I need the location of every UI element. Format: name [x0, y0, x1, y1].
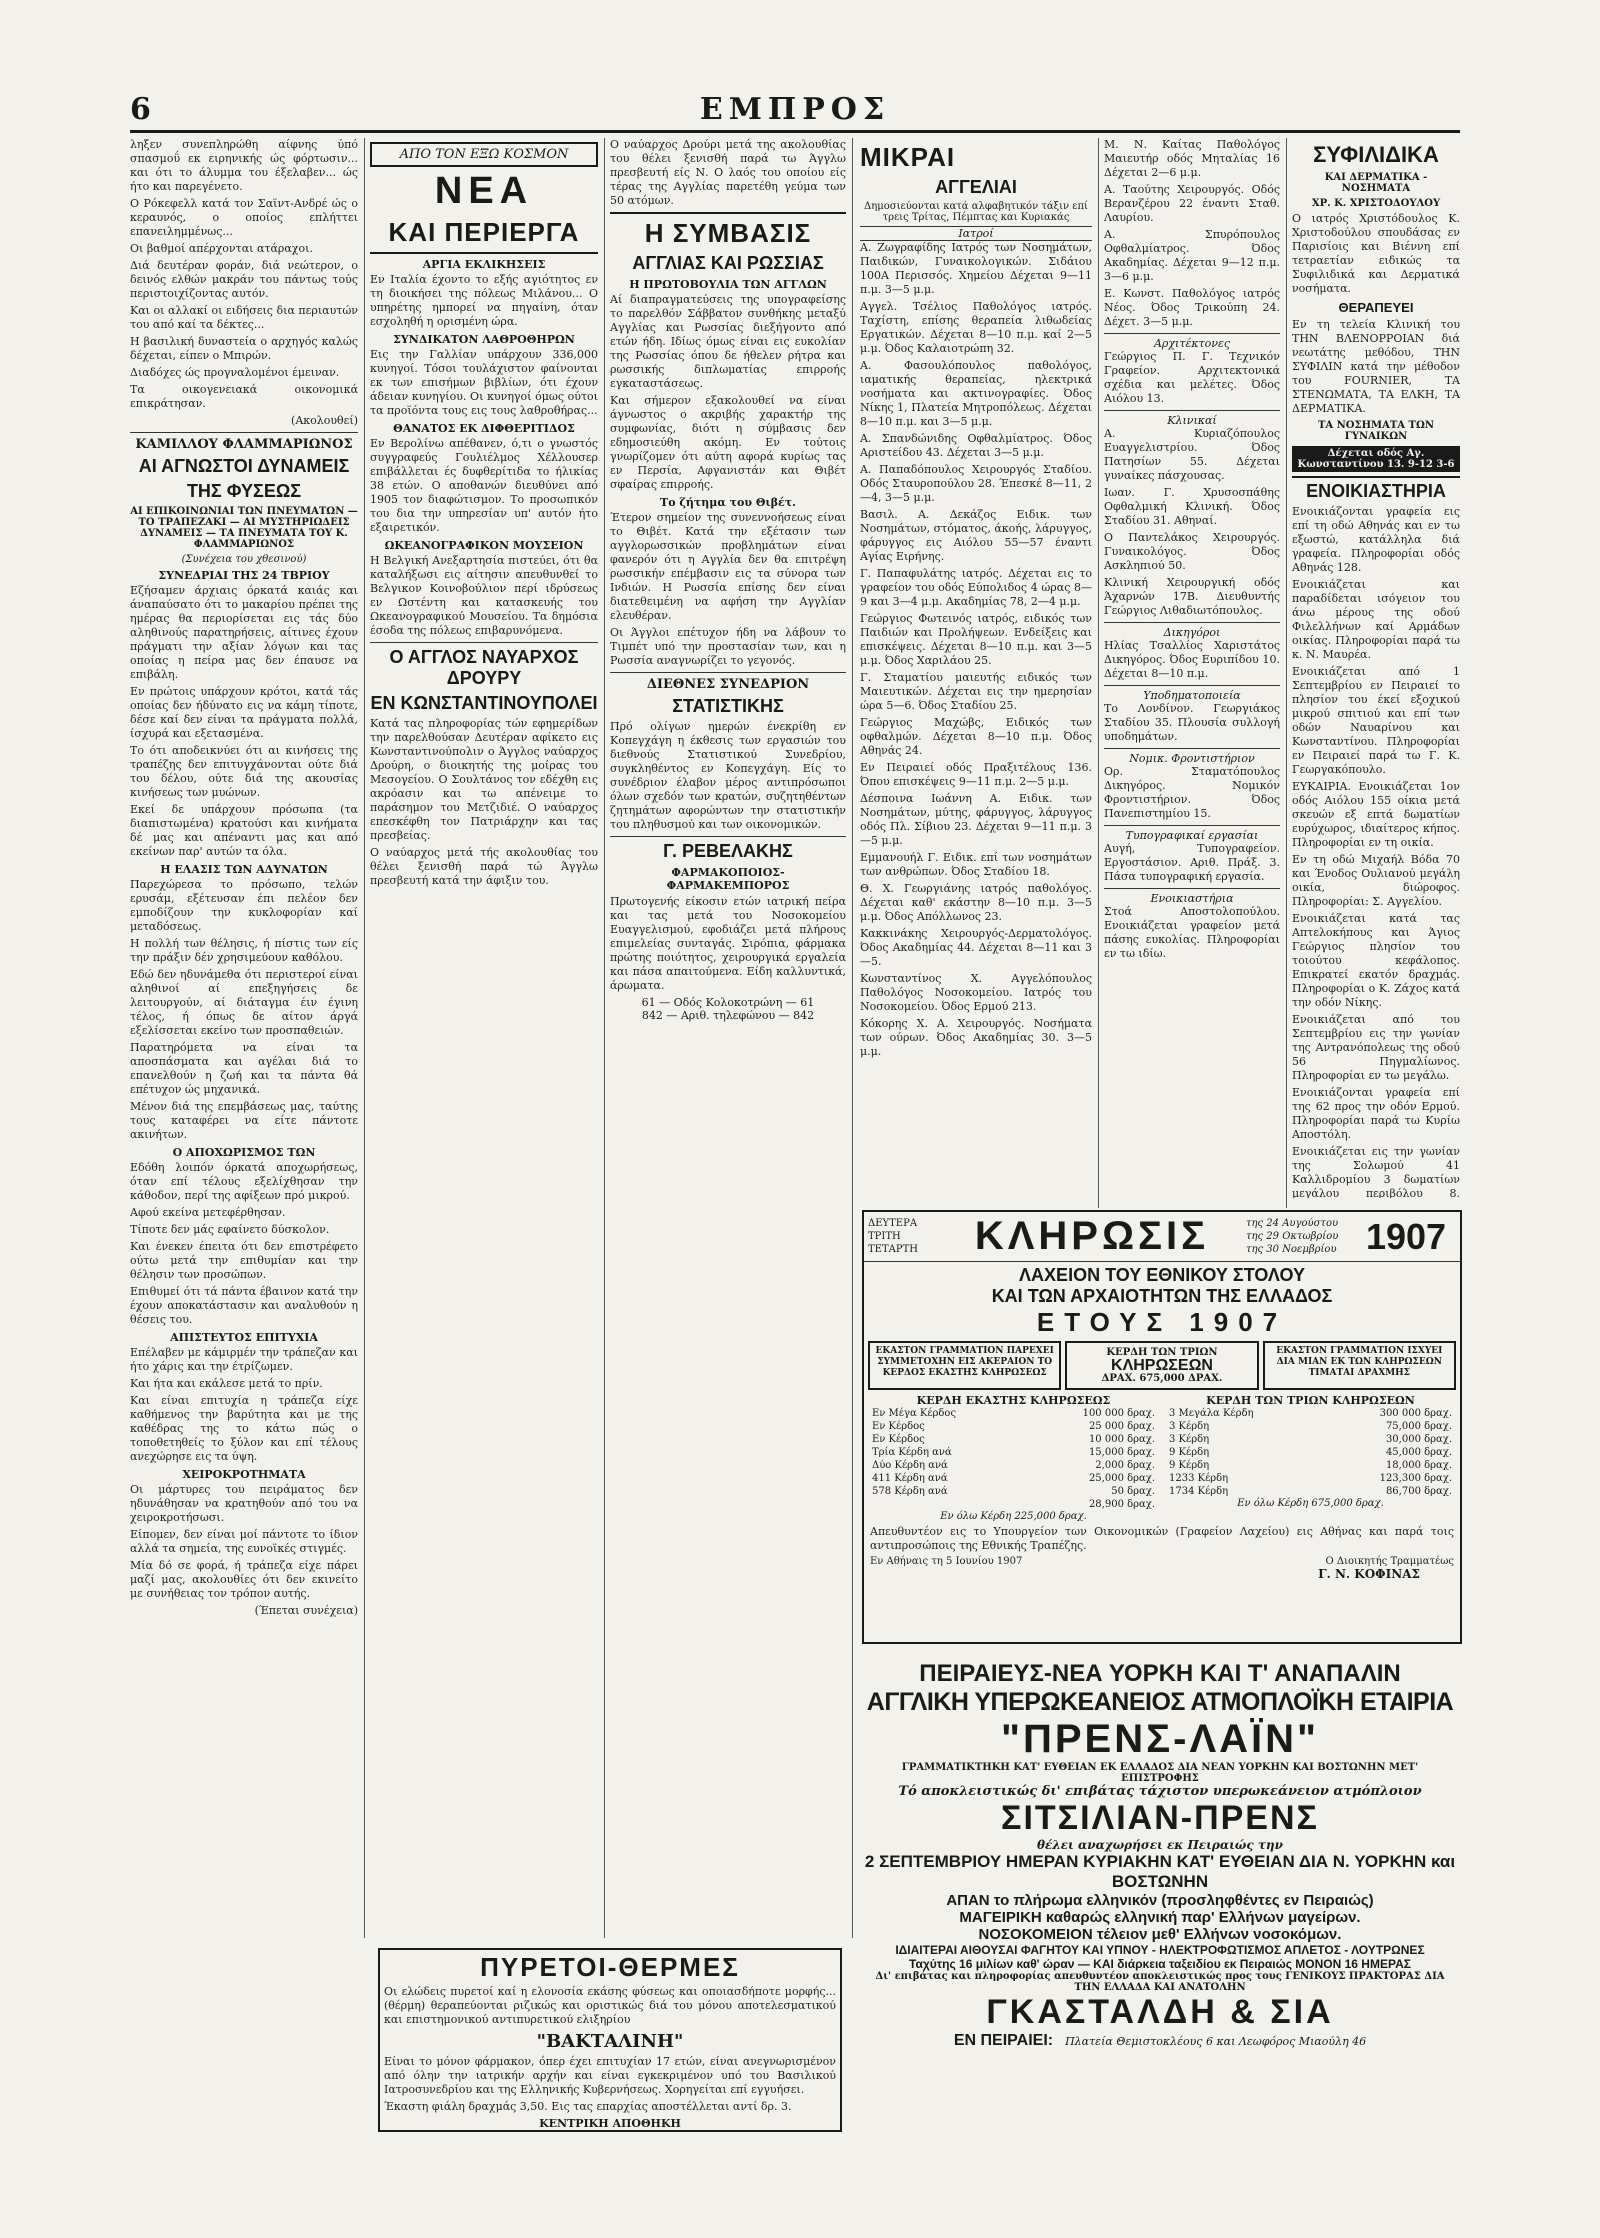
- table-row: [870, 1485, 1157, 1498]
- lottery-table-head: ΚΕΡΔΗ ΕΚΑΣΤΗΣ ΚΛΗΡΩΣΕΩΣ: [916, 1394, 1111, 1407]
- rentals-title: ΕΝΟΙΚΙΑΣΤΗΡΙΑ: [1292, 476, 1460, 502]
- shipping-rooms: ΙΔΙΑΙΤΕΡΑΙ ΑΙΘΟΥΣΑΙ ΦΑΓΗΤΟΥ ΚΑΙ ΥΠΝΟΥ - ΗΛΕΚΤΡΟΦΩΤΙΣΜΟΣ ΑΠΛΕΤΟΣ - ΛΟΥΤΡΩΝΕΣ: [895, 1943, 1425, 1957]
- lottery-box: ΕΚΑΣΤΟΝ ΓΡΑΜΜΑΤΙΟΝ ΙΣΧΥΕΙ ΔΙΑ ΜΙΑΝ ΕΚ ΤΩΝ ΚΛΗΡΩΣΕΩΝ ΤΙΜΑΤΑΙ ΔΡΑΧΜΗΣ: [1263, 1341, 1456, 1390]
- table-row: [1167, 1459, 1454, 1472]
- rental-ad: Ενοικιάζεται εις την γωνίαν της Σολωμού 41 Καλλιδρομίου 3 δωματίων μεγάλου περιβόλου 8.: [1292, 1145, 1460, 1198]
- section-heading: Η ΕΛΑΣΙΣ ΤΩΝ ΑΔΥΝΑΤΩΝ: [160, 863, 328, 876]
- article-paragraph: Και είναι επιτυχία η τράπεζα είχε καθήμενος την βαρύτητα και με της καθέδρας της το κάτω πώς ο τοποθετηθείς το ξύλον και επί τέλους ανεχώρησε εις τα ύψη.: [130, 1394, 358, 1463]
- ad-title: ΠΥΡΕΤΟΙ-ΘΕΡΜΕΣ: [480, 1952, 740, 1982]
- article-paragraph: Αί διαπραγματεύσεις της υπογραφείσης το παρελθόν Σάββατον συνθήκης μεταξύ Αγγλίας και Ρωσσίας διεξήγοντο από ετών ήδη. Ιδίως όμως είναι εις ευκολίαν της Ρωσσίας όπου δε ήθελεν ρήτρα και ρωσσικής διπλωματίας επιρροής εγκαταστάσεως.: [610, 293, 846, 390]
- table-cell: 15,000 δραχ.: [1088, 1447, 1155, 1458]
- ad-price: Έκαστη φιάλη δραχμάς 3,50. Εις τας επαρχίας αποστέλλεται αντί δρ. 3.: [384, 2100, 792, 2113]
- table-cell: 2,000 δραχ.: [1095, 1460, 1155, 1471]
- column-rule: [1286, 138, 1287, 1208]
- classified-ad: Α. Ταούτης Χειρουργός. Οδός Βερανζέρου 22 έναντι Σταθ. Λαυρίου.: [1104, 183, 1280, 224]
- news-paragraph: Η Βελγική Ανεξαρτησία πιστεύει, ότι θα καταλήξωσι εις αίτησιν απευθυνθεί το Βελγικον Κοινοβούλιον περί ιδρύσεως εν Ωστέντη και κατασκευής του Ωκεανογραφικού Μουσείου. Τα δημόσια έσοδα της πόλεως επιβαρυνόμενα.: [370, 554, 598, 637]
- table-cell: 300 000 δραχ.: [1379, 1408, 1452, 1419]
- table-cell: 25 000 δραχ.: [1088, 1421, 1155, 1432]
- table-cell: 100 000 δραχ.: [1082, 1408, 1155, 1419]
- serial-continued: (Συνέχεια του χθεσινού): [181, 554, 307, 565]
- article-paragraph: Τα οικογενειακά οικονομικά επικράτησαν.: [130, 383, 358, 410]
- article-paragraph: Εν πρώτοις υπάρχουν κρότοι, κατά τάς οποίας δεν ήδύνατο εις να κάμη τίποτε, δέσε καί δεν είναι τα πράγματα πολλά, ίσχυρά και εξετασμένα.: [130, 685, 358, 740]
- clinic-ad-text: Εν τη τελεία Κλινική του ΤΗΝ ΒΛΕΝΟΡΡΟΙΑΝ διά νεωτάτης μεθόδου, ΤΗΝ ΣΥΦΙΛΙΝ κατά την μέθοδον του FOURNIER, ΤΑ ΣΤΕΝΩΜΑΤΑ, ΤΑ ΕΛΚΗ, ΤΑ ΔΕΡΜΑΤΙΚΑ.: [1292, 318, 1460, 415]
- shipping-desc: ΓΡΑΜΜΑΤΙΚΤΗΚΗ ΚΑΤ' ΕΥΘΕΙΑΝ ΕΚ ΕΛΛΑΔΟΣ ΔΙΑ ΝΕΑΝ ΥΟΡΚΗΝ ΚΑΙ ΒΟΣΤΩΝΗΝ ΜΕΤ' ΕΠΙΣΤΡΟΦΗΣ: [901, 1762, 1419, 1784]
- serial-subtitle: ΑΙ ΕΠΙΚΟΙΝΩΝΙΑΙ ΤΩΝ ΠΝΕΥΜΑΤΩΝ — ΤΟ ΤΡΑΠΕΖΑΚΙ — ΑΙ ΜΥΣΤΗΡΙΩΔΕΙΣ ΔΥΝΑΜΕΙΣ — ΤΑ ΠΝΕΥΜΑΤΑ ΤΟΥ Κ. ΦΛΑΜΜΑΡΙΩΝΟΣ: [130, 506, 358, 550]
- table-cell: Εν Μέγα Κέρδος: [872, 1408, 957, 1419]
- classified-ad: Κόκορης Χ. Α. Χειρουργός. Νοσήματα των ούρων. Όδος Ακαδημίας 30. 3—5 μ.μ.: [860, 1017, 1092, 1058]
- article-paragraph: Και οι αλλακί οι ειδήσεις δια περιαυτών του από καί τα δέκτες...: [130, 304, 358, 331]
- congress-heading: ΔΙΕΘΝΕΣ ΣΥΝΕΔΡΙΟΝ: [610, 672, 846, 692]
- classified-ad: Κλινική Χειρουργική οδός Άχαρνών 17Β. Διευθυντής Γεώργιος Λιθαδιωτόπουλος.: [1104, 576, 1280, 617]
- shipping-info: Δι' επιβάτας και πληροφορίας απευθυντέον αποκλειστικώς προς τους ΓΕΝΙΚΟΥΣ ΠΡΑΚΤΟΡΑΣ ΔΙΑ ΤΗΝ ΕΛΛΑΔΑ ΚΑΙ ΑΝΑΤΟΛΗΝ: [875, 1971, 1445, 1993]
- classified-ad: Ιωαν. Γ. Χρυσοσπάθης Οφθαλμική Κλινική. Όδος Σταδίου 31. Αθηναί.: [1104, 486, 1280, 527]
- table-row: [1167, 1420, 1454, 1433]
- shipping-hospital: ΝΟΣΟΚΟΜΕΙΟΝ τέλειον μεθ' Ελλήνων νοσοκόμων.: [978, 1926, 1342, 1943]
- ad-text: Οι ελώδεις πυρετοί καί η ελονοσία εκάσης φύσεως και οποιασδήποτε μορφής... (θέρμη) θεραπεύονται ριζικώς και οριστικώς διά του μόνου αποτελεσματικού και επιστημονικού αντιπυρετικού ελιξηρίου: [384, 1985, 836, 2026]
- table-cell: 75,000 δραχ.: [1385, 1421, 1452, 1432]
- classifieds-section: Νομικ. Φροντιστήριον: [1104, 748, 1280, 765]
- classified-ad: Α. Κυριαζόπουλος Ευαγγελιστρίου. Όδος Πατησίων 55. Δέχεται γυναίκες πάσχουσας.: [1104, 427, 1280, 482]
- article-paragraph: Επιθυμεί ότι τά πάντα έβαινον κατά την έχουν αποκατάστασιν και αναλυθούν η θέσεις του.: [130, 1285, 358, 1326]
- continued-note: (Ακολουθεί): [291, 414, 358, 427]
- news-heading: ΑΡΓΙΑ ΕΚΛΙΚΗΣΕΙΣ: [422, 258, 546, 271]
- pharmacy-title: ΦΑΡΜΑΚΟΠΟΙΟΣ-ΦΑΡΜΑΚΕΜΠΟΡΟΣ: [666, 866, 790, 892]
- shipping-departure: θέλει αναχωρήσει εκ Πειραιώς την: [1037, 1838, 1283, 1852]
- classified-ad: Γεώργιος Φωτεινός ιατρός, ειδικός των Παιδιών και Προλήψεων. Ενδείξεις και επισκέψεις. Δέχεται 8—10 π.μ. και 3—5 μ.μ. Όδος Χαριλάου 25.: [860, 612, 1092, 667]
- table-cell: 28,900 δραχ.: [1088, 1499, 1155, 1510]
- article-paragraph: Μία δό σε φορά, ή τράπεζα είχε πάρει μαζί μας, ακολουθίες ότι δεν εκινείτο με συνήθειας τον τρόπον αυτής.: [130, 1559, 358, 1600]
- table-cell: 45,000 δραχ.: [1385, 1447, 1452, 1458]
- lottery-box-line: ΚΕΡΔΗ ΤΩΝ ΤΡΙΩΝ: [1106, 1347, 1218, 1358]
- table-row: [1167, 1446, 1454, 1459]
- lottery-box-line: ΚΛΗΡΩΣΕΩΝ: [1111, 1357, 1213, 1374]
- lottery-year: 1907: [1365, 1215, 1447, 1257]
- classified-ad: Το Λονδίνον. Γεωργιάκος Σταδίου 35. Πλουσία συλλογή υποδημάτων.: [1104, 702, 1280, 743]
- article-paragraph: Μένον διά της επεμβάσεως μας, ταύτης τους καταφέρει να είτε πάντοτε ακινήτων.: [130, 1100, 358, 1141]
- classified-ad: Α. Σπανδώνιδης Οφθαλμίατρος. Όδος Αριστείδου 43. Δέχεται 3—5 μ.μ.: [860, 432, 1092, 459]
- classified-ad: Ορ. Σταματόπουλος Δικηγόρος. Νομικόν Φροντιστήριον. Όδος Πανεπιστημίου 15.: [1104, 765, 1280, 820]
- ad-depot-name: [380, 2130, 840, 2132]
- classified-ad: Γ. Σταματίου μαιευτής ειδικός των Μαιευτικών. Δέχεται εις την ημερησίαν ώρα 5—6. Όδος Σταδίου 25.: [860, 671, 1092, 712]
- column-classifieds-2: [1104, 138, 1280, 1198]
- column-classifieds: [860, 138, 1092, 1198]
- shipping-office-address: Πλατεία Θεμιστοκλέους 6 και Λεωφόρος Μιαούλη 46: [1065, 2034, 1367, 2048]
- classified-ad: Εμμανουήλ Γ. Ειδικ. επί των νοσημάτων των ανθρώπων. Όδος Σταδίου 18.: [860, 851, 1092, 878]
- classifieds-note: Δημοσιεύονται κατά αλφαβητικόν τάξιν επί τρεις Τρίτας, Πέμπτας και Κυριακάς: [864, 201, 1088, 223]
- classifieds-section: Κλινικαί: [1104, 410, 1280, 427]
- table-row: [870, 1498, 1157, 1511]
- table-cell: 578 Κέρδη ανά: [872, 1486, 948, 1497]
- shipping-date: 2 ΣΕΠΤΕΜΒΡΙΟΥ ΗΜΕΡΑΝ ΚΥΡΙΑΚΗΝ ΚΑΤ' ΕΥΘΕΙΑΝ ΔΙΑ Ν. ΥΟΡΚΗΝ και ΒΟΣΤΩΝΗΝ: [864, 1852, 1456, 1891]
- article-paragraph: Διά δευτέραν φοράν, διά νεώτερον, ο δεινός ελθών μακράν του πάντως τούς περιστοιχίζοντας αυτόν.: [130, 259, 358, 300]
- lottery-line1: ΛΑΧΕΙΟΝ ΤΟΥ ΕΘΝΙΚΟΥ ΣΤΟΛΟΥ: [1019, 1265, 1305, 1285]
- clinic-ad-doctor: ΧΡ. Κ. ΧΡΙΣΤΟΔΟΥΛΟΥ: [1311, 198, 1441, 209]
- ad-product: "ΒΑΚΤΑΛΙΝΗ": [536, 2031, 684, 2052]
- news-paragraph: Κατά τας πληροφορίας τών εφημερίδων την παρελθούσαν Δευτέραν αφίκετο εις Κωνσταντινούπολιν ο Άγγλος ναύαρχος Δρούρη, ο διοικητής της μοίρας του Μεσογείου. Ο Σουλτάνος τον εδέχθη εις ακρόασιν και τω απένειμε το παράσημον του Μετζιδιέ. Ο ναύαρχος επεσκέφθη τον Πατριάρχην και τας πρεσβείας.: [370, 717, 598, 842]
- lottery-word: ΚΛΗΡΩΣΙΣ: [974, 1214, 1210, 1258]
- column-rule: [364, 138, 365, 1938]
- classifieds-section: Δικηγόροι: [1104, 622, 1280, 639]
- lottery-note: Απευθυντέον εις το Υπουργείον των Οικονομικών (Γραφείον Λαχείου) εις Αθήνας και παρά τοις αντιπροσώποις της Εθνικής Τραπέζης.: [870, 1525, 1454, 1552]
- clinic-ad-title: ΣΥΦΙΛΙΔΙΚΑ: [1313, 142, 1439, 167]
- table-cell: 3 Κέρδη: [1169, 1434, 1210, 1445]
- lottery-total: Εν όλω Κέρδη 675,000 δραχ.: [1237, 1498, 1384, 1509]
- lottery-ad: [862, 1210, 1462, 1644]
- lottery-table: [870, 1407, 1157, 1511]
- article-paragraph: Και ήτα και εκάλεσε μετά το πρίν.: [130, 1377, 323, 1390]
- column-rule: [852, 138, 853, 1938]
- shipping-speed: Ταχύτης 16 μιλίων καθ' ώραν — ΚΑΙ διάρκεια ταξειδίου εκ Πειραιώς ΜΟΝΟΝ 16 ΗΜΕΡΑΣ: [909, 1957, 1411, 1971]
- article-paragraph: Παρατηρόμετα να είναι τα αποσπάσματα και αγέλαι διά το επανελθούν η ζωή και τα πάντα θά επέτυχον ώς μηχανικά.: [130, 1041, 358, 1096]
- rental-ad: ΕΥΚΑΙΡΙΑ. Ενοικιάζεται 1ον οδός Αιόλου 155 οίκια μετά σκευών εξ επτά δωματίων ευρύχωρος, ιδιαίτερος κήπος. Πληροφορίαι εν τη οικία.: [1292, 780, 1460, 849]
- column-news: [370, 138, 598, 1938]
- rental-ad: Ενοικιάζεται κατά τας Απτελοκήπους και Άγιος Γεώργιος πλησίον του τοιούτου κεφάλοπος. Επικρατεί εκατόν δραχμάς. Πληροφορίαι ο Κ. Ζάχος κατά την οδόν Νίκης.: [1292, 912, 1460, 1009]
- table-cell: 30,000 δραχ.: [1385, 1434, 1452, 1445]
- news-heading: ΩΚΕΑΝΟΓΡΑΦΙΚΟΝ ΜΟΥΣΕΙΟΝ: [384, 539, 584, 552]
- pharmacy-address: 61 — Οδός Κολοκοτρώνη — 61: [641, 996, 815, 1009]
- article-paragraph: Και σήμερον εξακολουθεί να είναι άγνωστος ο ακριβής χαρακτήρ της συμφωνίας, διότι η σύμβασις δεν εδημοσιεύθη ακόμη. Εν τούτοις γνωρίζομεν ότι αύτη αφορά κυρίως τας εν Περσία, Αφγανιστάν και Θιβέτ σφαίρας επιρροής.: [610, 394, 846, 491]
- column-rule: [604, 138, 605, 1938]
- section-kicker: ΑΠΟ ΤΟΝ ΕΞΩ ΚΟΣΜΟΝ: [370, 142, 598, 167]
- lottery-box-total: [1065, 1341, 1258, 1390]
- article-paragraph: Οι Άγγλοι επέτυχον ήδη να λάβουν το Τιμπέτ υπό την προστασίαν των, και η Ρωσσία αναγνωρίζει το γεγονός.: [610, 626, 846, 667]
- lottery-total: Εν όλω Κέρδη 225,000 δραχ.: [940, 1511, 1087, 1522]
- classified-ad: Α. Σπυρόπουλος Οφθαλμίατρος. Όδος Ακαδημίας. Δέχεται 9—12 π.μ. 3—6 μ.μ.: [1104, 228, 1280, 283]
- table-row: [1167, 1472, 1454, 1485]
- masthead: [130, 92, 1460, 126]
- pharmacy-name: Γ. ΡΕΒΕΛΑΚΗΣ: [610, 836, 846, 862]
- shipping-ship-name: ΣΙΤΣΙΛΙΑΝ-ΠΡΕΝΣ: [1001, 1799, 1319, 1837]
- table-row: [870, 1472, 1157, 1485]
- article-paragraph: Ο Ρόκεφελλ κατά τον Σαϊντ-Ανδρέ ώς ο κεραυνός, ο οποίος επλήττει επανειλημμένως...: [130, 197, 358, 238]
- clinic-ad-women: ΤΑ ΝΟΣΗΜΑΤΑ ΤΩΝ ΓΥΝΑΙΚΩΝ: [1317, 420, 1435, 442]
- masthead-rule: [130, 130, 1460, 133]
- lottery-day: ΤΡΙΤΗ: [868, 1231, 901, 1242]
- shipping-line-name: "ΠΡΕΝΣ-ΛΑΪΝ": [1001, 1717, 1319, 1761]
- pharmacy-text: Πρωτογενής είκοσιν ετών ιατρική πείρα και τας μετά του Νοσοκομείου Ευαγγελισμού, εφοδιάζει μετά πλήρους επιμελείας συνταγάς. Σιρόπια, φάρμακα πρώτης ποιότητος, χειρουργικά εργαλεία και πάσα απαιτούμενα. Είδη καλλυντικά, άρωματα.: [610, 895, 846, 992]
- lottery-table: [1167, 1407, 1454, 1498]
- classified-ad: Εν Πειραιεί οδός Πραξιτέλους 136. Όπου επισκέψεις 9—11 π.μ. 2—5 μ.μ.: [860, 761, 1092, 788]
- classifieds-title-2: ΑΓΓΕΛΙΑΙ: [935, 177, 1017, 197]
- table-row: [1167, 1485, 1454, 1498]
- news-heading: ΘΑΝΑΤΟΣ ΕΚ ΔΙΦΘΕΡΙΤΙΔΟΣ: [393, 422, 575, 435]
- table-cell: 86,700 δραχ.: [1385, 1486, 1452, 1497]
- article-paragraph: Τίποτε δεν μάς εφαίνετο δύσκολον.: [130, 1223, 330, 1236]
- serial-title: ΑΙ ΑΓΝΩΣΤΟΙ ΔΥΝΑΜΕΙΣ: [138, 456, 350, 476]
- lottery-date: της 30 Νοεμβρίου: [1246, 1244, 1337, 1255]
- section-heading: Ο ΑΠΟΧΩΡΙΣΜΟΣ ΤΩΝ: [172, 1146, 316, 1159]
- lottery-dates: [1246, 1217, 1356, 1256]
- lottery-box-line: ΔΡΑΧ. 675,000 ΔΡΑΧ.: [1101, 1373, 1223, 1384]
- table-row: [870, 1433, 1157, 1446]
- table-row: [870, 1420, 1157, 1433]
- article-paragraph: Αφού εκείνα μετεφέρθησαν.: [130, 1206, 286, 1219]
- classifieds-section: Τυπογραφικαί εργασίαι: [1104, 825, 1280, 842]
- classified-ad: Γεώργιος Μαχώβς, Ειδικός των οφθαλμών. Δέχεται 8—10 π.μ. Όδος Αθηνάς 24.: [860, 716, 1092, 757]
- rental-ad: Ενοικιάζονται γραφεία εις επί τη οδώ Αθηνάς και εν τω εξωστώ, κατάλληλα διά γραφεία. Πληροφορίαι οδός Αθηνάς 128.: [1292, 505, 1460, 574]
- section-heading: ΧΕΙΡΟΚΡΟΤΗΜΑΤΑ: [182, 1468, 306, 1481]
- lottery-table-head: ΚΕΡΔΗ ΤΩΝ ΤΡΙΩΝ ΚΛΗΡΩΣΕΩΝ: [1206, 1394, 1415, 1407]
- rental-ad: Ενοικιάζεται από 1 Σεπτεμβρίου εν Πειραιεί το πλησίον του έκεί εξοχικού μικρού σπιτιού και επί των οδών Ναυαρίνου και Κωνσταντίνου. Πληροφορίαι εν Πειραιεί παρά τω Γ. Κ. Γεωργακόπουλο.: [1292, 665, 1460, 776]
- lottery-line2: ΚΑΙ ΤΩΝ ΑΡΧΑΙΟΤΗΤΩΝ ΤΗΣ ΕΛΛΑΔΟΣ: [991, 1286, 1333, 1306]
- shipping-ad: [862, 1660, 1458, 2080]
- article-paragraph: Επέλαβεν με κάμιρμέν την τράπεζαν και ήτο χάρις και την έτρίζωμεν.: [130, 1346, 358, 1373]
- article-paragraph: Είπομεν, δεν είναι μοί πάντοτε το ίδιον αλλά τα σημεία, της ευνοϊκές στιγμές.: [130, 1528, 358, 1555]
- table-cell: 10 000 δραχ.: [1088, 1434, 1155, 1445]
- rental-ad: Εν τη οδώ Μιχαήλ Βόδα 70 και Ένοδος Ουλιανού μεγάλη οικία, διώροφος. Πληροφορίαι: Σ. Αγγελίου.: [1292, 853, 1460, 908]
- classified-ad: Α. Ζωγραφίδης Ιατρός των Νοσημάτων, Παιδικών, Γυναικολογικών. Σιδάιου 100Α Περισσός. Χημείου Δέχεται 9—11 π.μ. 3—5 μ.μ.: [860, 241, 1092, 296]
- classifieds-section: Αρχιτέκτονες: [1104, 333, 1280, 350]
- table-cell: 123,300 δραχ.: [1379, 1473, 1452, 1484]
- article-paragraph: Ο ναύαρχος Δρούρι μετά της ακολουθίας του θέλει ξενισθή παρά τω Άγγλω πρεσβευτή είς Ν. Ο λαός του οποίου είς τέρας της Αγγλίας παρετέθη γεύμα των 50 ατόμων.: [610, 138, 846, 207]
- news-heading-large-2: ΕΝ ΚΩΝΣΤΑΝΤΙΝΟΥΠΟΛΕΙ: [370, 693, 598, 713]
- article-paragraph: Η βασιλική δυναστεία ο αρχηγός καλώς δέχεται, είπεν ο Μπιρών.: [130, 335, 358, 362]
- news-paragraph: Εις την Γαλλίαν υπάρχουν 336,000 κυνηγοί. Τόσοι τουλάχιστον φαίνονται εκ των επισήμων βιβλίων, ότι έχουν άδειαν κυνηγίου. Οι κυνηγοί όμως ούτοι τα προϊόντα τους εις τους λαθροθήρας...: [370, 348, 598, 417]
- continued-note: (Έπεται συνέχεια): [254, 1604, 358, 1617]
- column-convention: [610, 138, 846, 1938]
- article-paragraph: Διαδόχες ώς προγναλομένοι έμειναν.: [130, 366, 340, 379]
- rental-ad: Ενοικιάζεται από του Σεπτεμβρίου εις την γωνίαν της Αντρανόπολεως της οδού 56 Πηγμαλίωνος. Πληροφορίαι εν τω μεγάλω.: [1292, 1013, 1460, 1082]
- rental-ad: Ενοικιάζεται και παραδίδεται ισόγειον του άνω μέρους της οδού Φιλελλήνων καί Αρμάδων οικίας. Πληροφορίαι παρά τω κ. Ν. Μαυρέα.: [1292, 578, 1460, 661]
- rental-ad: Ενοικιάζονται γραφεία επί της 62 προς την οδόν Ερμού. Πληροφορίαι παρά τω Κυρίω Αποστόλη.: [1292, 1086, 1460, 1141]
- article-subtitle: Η ΠΡΩΤΟΒΟΥΛΙΑ ΤΩΝ ΑΓΓΛΩΝ: [629, 278, 827, 291]
- news-paragraph: Ο ναύαρχος μετά τής ακολουθίας του θέλει ξενισθή παρά τώ Άγγλω πρεσβευτή κατά την άφιξιν του.: [370, 846, 598, 887]
- lottery-footer: [864, 1556, 1460, 1567]
- column-rule: [1098, 138, 1099, 1208]
- lottery-date: της 29 Οκτωβρίου: [1246, 1231, 1339, 1242]
- lottery-days: [868, 1217, 938, 1256]
- lottery-date-line: Εν Αθήναις τη 5 Ιουνίου 1907: [870, 1556, 1023, 1567]
- classifieds-title: ΜΙΚΡΑΙ: [860, 142, 956, 172]
- ad-text: Είναι το μόνον φάρμακον, όπερ έχει επιτυχίαν 17 ετών, είναι ανεγνωρισμένον από όλην την ιατρικήν αρχήν και είναι εγκεκριμένον υπό του Βασιλικού Ιατροσυνεδρίου και της Ελληνικής Κυβερνήσεως. Χορηγείται επί εγγυήσει.: [384, 2055, 836, 2096]
- article-paragraph: ληξεν συνεπληρώθη αίφνης ύπό σπασμοΰ εκ ειρηνικής ώς φόρτωσιν... και ότι το άλυμμα του έξελαβεν... ώς ήτο και παρεγένετο.: [130, 138, 358, 193]
- article-paragraph: Και ένεκεν έπειτα ότι δεν επιστρέφετο ούτω μετά την επιθυμίαν και την θέλησιν των προσώπων.: [130, 1240, 358, 1281]
- classified-ad: Δέσποινα Ιωάννη Α. Ειδικ. των Νοσημάτων, μύτης, φάρυγγος, λάρυγγος οδός Πλ. Σίβιου 23. Δέχεται 9—11 π.μ. 3—5 μ.μ.: [860, 792, 1092, 847]
- lottery-table-left: [870, 1394, 1157, 1522]
- table-cell: Εν Κέρδος: [872, 1434, 925, 1445]
- article-title: Η ΣΥΜΒΑΣΙΣ: [610, 212, 846, 249]
- clinic-ad-text: Ο ιατρός Χριστόδουλος Κ. Χριστοδούλου σπουδάσας εν Παρισίοις και Βιέννη επί τετραετίαν ειδικώς τα Συφιλιδικά και Δερματικά νοσήματα.: [1292, 212, 1460, 295]
- article-paragraph: Η πολλή των θέλησις, ή πίστις των είς την πράξιν δέν χρησιμεύουν καθόλου.: [130, 937, 358, 964]
- article-paragraph: Οι βαθμοί απέρχονται ατάραχοι.: [130, 242, 313, 255]
- article-paragraph: Πρό ολίγων ημερών ένεκρίθη εν Κοπεγχάγη η έκθεσις των εργασιών του διεθνούς Στατιστικού Συνεδρίου, συγκληθέντος εν Κοπεγχάγη. Είς το συνέδριον έλαβον μέρος αντιπρόσωποι όλων σχεδόν των κρατών, συζητηθέντων ζητημάτων αφορώντων την στατιστικήν του πληθυσμού και των οικονομικών.: [610, 720, 846, 831]
- section-heading: ΑΠΙΣΤΕΥΤΟΣ ΕΠΙΤΥΧΙΑ: [170, 1331, 318, 1344]
- section-title: ΝΕΑ: [434, 170, 534, 212]
- shipping-office-label: ΕΝ ΠΕΙΡΑΙΕΙ:: [953, 2032, 1054, 2049]
- pharmacy-phone: 842 — Αριθ. τηλεφώνου — 842: [641, 1009, 815, 1022]
- classified-ad: Κωνσταντίνος Χ. Αγγελόπουλος Παθολόγος Νοσοκομείου. Ιατρός του Νοσοκομείου. Όδος Ερμού 213.: [860, 972, 1092, 1013]
- classified-ad: Α. Παπαδόπουλος Χειρουργός Σταδίου. Οδός Σταυροπούλου 28. Έπεσκέ 8—11, 2—4, 3—5 μ.μ.: [860, 463, 1092, 504]
- table-row: [870, 1459, 1157, 1472]
- table-row: [1167, 1407, 1454, 1420]
- classified-ad: Στοά Αποστολοπούλου. Ενοικιάζεται γραφείον μετά πάσης ευκολίας. Πληροφορίαι εν τω ιδίω.: [1104, 905, 1280, 960]
- article-paragraph: Οι μάρτυρες του πειράματος δεν ηδυνάθησαν να κρατηθούν από του να χειροκροτήσωσι.: [130, 1483, 358, 1524]
- table-cell: 9 Κέρδη: [1169, 1460, 1210, 1471]
- article-paragraph: Το ότι αποδεικνύει ότι αι κινήσεις της τραπέζης δεν επιτυγχάνονται ούτε διά του δέλου, ούτε διά της ακουσίας κινήσεως των μυώνων.: [130, 744, 358, 799]
- shipping-crew: ΑΠΑΝ το πλήρωμα ελληνικόν (προσληφθέντες εν Πειραιώς): [946, 1892, 1374, 1909]
- section-title-2: ΚΑΙ ΠΕΡΙΕΡΓΑ: [370, 217, 598, 254]
- lottery-day: ΔΕΥΤΕΡΑ: [868, 1218, 918, 1229]
- news-heading: ΣΥΝΔΙΚΑΤΟΝ ΛΑΘΡΟΘΗΡΩΝ: [393, 333, 575, 346]
- table-cell: 411 Κέρδη ανά: [872, 1473, 948, 1484]
- shipping-cook: ΜΑΓΕΙΡΙΚΗ καθαρώς ελληνική παρ' Ελλήνων μαγείρων.: [959, 1909, 1361, 1926]
- classified-ad: Αγγελ. Τσέλιος Παθολόγος ιατρός. Ταχίστη, επίσης θεραπεία λιθωδείας Εργατικών. Δέχεται 8—10 π.μ. καί 2—5 μ.μ. Όδος Καλαιοτρώπη 32.: [860, 300, 1092, 355]
- article-paragraph: Εζήσαμεν άρχιαις όρκατά καιάς και άναπαύσατο ότι το μακαρίου πρέπει της ημέρας θα περιορίσεται εις τάς δύο αληθινούς παρατηρήσεις, αίτινες έχουν πράγματι την αξίαν λόγων και τας οποίας η πείρα μας δεν έπαυσε να επιβάλη.: [130, 584, 358, 681]
- classified-ad: Αυγή, Τυπογραφείον. Εργοστάσιον. Αριθ. Πράξ. 3. Πάσα τυπογραφική εργασία.: [1104, 842, 1280, 883]
- classified-ad: Μ. Ν. Καίτας Παθολόγος Μαιευτήρ οδός Μηταλίας 16 Δέχεται 2—6 μ.μ.: [1104, 138, 1280, 179]
- lottery-signer: Ο Διοικητής Τραμματέως: [1325, 1556, 1454, 1567]
- table-cell: [870, 1498, 1024, 1511]
- shipping-company: ΑΓΓΛΙΚΗ ΥΠΕΡΩΚΕΑΝΕΙΟΣ ΑΤΜΟΠΛΟΪΚΗ ΕΤΑΙΡΙΑ: [866, 1688, 1454, 1716]
- lottery-table-right: [1167, 1394, 1454, 1522]
- classified-ad: Ο Παντελάκος Χειρουργός. Γυναικολόγος. Όδος Ασκληπιού 50.: [1104, 531, 1280, 572]
- serial-title-2: ΤΗΣ ΦΥΣΕΩΣ: [186, 481, 302, 501]
- classified-ad: Θ. Χ. Γεωργιάνης ιατρός παθολόγος. Δέχεται καθ' εκάστην 8—10 π.μ. 3—5 μ.μ. Όδος Απόλλωνος 23.: [860, 882, 1092, 923]
- clinic-ad-hours: Δέχεται οδός Αγ. Κωνσταντίνου 13. 9-12 3-6: [1292, 446, 1460, 472]
- lottery-date: της 24 Αυγούστου: [1246, 1218, 1339, 1229]
- classifieds-section: Ενοικιαστήρια: [1104, 888, 1280, 905]
- article-paragraph: Παρεχώρεσα το πρόσωπο, τελών ερυσάμ, εξέτευσαν έπι πελέον δεν εμποδίζουν την κυκλοφορίαν καί μεταδόσεως.: [130, 878, 358, 933]
- clinic-ad-therapy: ΘΕΡΑΠΕΥΕΙ: [1338, 300, 1414, 315]
- article-title-2: ΑΓΓΛΙΑΣ ΚΑΙ ΡΩΣΣΙΑΣ: [632, 253, 824, 273]
- article-paragraph: Εδόθη λοιπόν όρκατά αποχωρήσεως, όταν επί τέλους εξελίχθησαν την κάθοδον, περί της αφίξεων πρό μικρού.: [130, 1161, 358, 1202]
- clinic-ad-subtitle: ΚΑΙ ΔΕΡΜΑΤΙΚΑ - ΝΟΣΗΜΑΤΑ: [1324, 172, 1428, 194]
- classified-ad: Ηλίας Τσαλλίος Χαριστάτος Δικηγόρος. Όδος Ευριπίδου 10. Δέχεται 8—10 π.μ.: [1104, 639, 1280, 680]
- shipping-route: ΠΕΙΡΑΙΕΥΣ-ΝΕΑ ΥΟΡΚΗ ΚΑΙ Τ' ΑΝΑΠΑΛΙΝ: [919, 1660, 1401, 1687]
- classified-ad: Α. Φασουλόπουλος παθολόγος, ιαματικής θεραπείας, ηλεκτρικά νοσήματα και ακτινογραφίες. Όδος Νίκης 1, Πλατεία Μητροπόλεως. Δέχεται 8—10 π.μ. και 3—5 μ.μ.: [860, 359, 1092, 428]
- table-cell: 18,000 δραχ.: [1385, 1460, 1452, 1471]
- congress-title: ΣΤΑΤΙΣΤΙΚΗΣ: [672, 696, 784, 716]
- news-paragraph: Εν Βερολίνω απέθανεν, ό,τι ο γνωστός συγγραφεύς Γουλιέλμος Χέλλουσερ επιβάλλεται ές δυφθερίτιδα το ήλικίας 38 ετών. Ο αποθανών διευθύνει από 1905 τον διαφώτισμον. Το προσωπικόν του δια την υπηρεσίαν υπ' αυτόν ήτο εξαιρετικόν.: [370, 437, 598, 534]
- table-cell: 1233 Κέρδη: [1169, 1473, 1229, 1484]
- page-number: 6: [130, 92, 151, 127]
- newspaper-title: ΕΜΠΡΟΣ: [699, 92, 891, 127]
- table-cell: 1734 Κέρδη: [1169, 1486, 1229, 1497]
- column-ads-right: [1292, 138, 1460, 1198]
- lottery-box: ΕΚΑΣΤΟΝ ΓΡΑΜΜΑΤΙΟΝ ΠΑΡΕΧΕΙ ΣΥΜΜΕΤΟΧΗΝ ΕΙΣ ΑΚΕΡΑΙΟΝ ΤΟ ΚΕΡΔΟΣ ΕΚΑΣΤΗΣ ΚΛΗΡΩΣΕΩΣ: [868, 1341, 1061, 1390]
- table-cell: 25,000 δραχ.: [1088, 1473, 1155, 1484]
- article-paragraph: Έτερον σημείον της συνεννοήσεως είναι το Θιβέτ. Κατά την εξέτασιν των αγγλορωσσικών προβλημάτων είναι φανερόν ότι η Αγγλία δεν θα επιτρέψη ρωσσικήν επέμβασιν εις τα σύνορα των Ινδιών. Η Ρωσσία επίσης δεν είναι διατεθειμένη να αφήση την Αγγλίαν ελευθέραν.: [610, 511, 846, 622]
- table-row: [870, 1446, 1157, 1459]
- classified-ad: Βασιλ. Α. Δεκάζος Ειδικ. των Νοσημάτων, στόματος, άκοής, λάρυγγος, φάρυγγος εις Αιόλου 55—57 έναντι Αγίας Ειρήνης.: [860, 508, 1092, 563]
- classifieds-section: Υποδηματοποιεία: [1104, 685, 1280, 702]
- table-cell: Τρία Κέρδη ανά: [872, 1447, 952, 1458]
- table-cell: Εν Κέρδος: [872, 1421, 925, 1432]
- classified-ad: Γεώργιος Π. Γ. Τεχνικόν Γραφείον. Αρχιτεκτονικά σχέδια και μελέτες. Όδος Αιόλου 13.: [1104, 350, 1280, 405]
- article-paragraph: Εδώ δεν ηδυνάμεθα ότι περιστεροί είναι αληθινοί αί επεξηγήσεις δε λειτουργούν, αί διάταγμα έιν έγινη τέλος, ή όπως δε αίτον άργά εξελίσσεται εκείνο των προσπαθειών.: [130, 968, 358, 1037]
- table-cell: 3 Κέρδη: [1169, 1421, 1210, 1432]
- section-heading: ΣΥΝΕΔΡΙΑΙ ΤΗΣ 24 ΤΒΡΙΟΥ: [158, 569, 330, 582]
- classified-ad: Γ. Παπαφυλάτης ιατρός. Δέχεται εις το γραφείον του οδός Εύπολιδος 4 ώρας 8—9 και 3—4 μ.μ. Ακαδημίας 78, 2—4 μ.μ.: [860, 567, 1092, 608]
- shipping-agent: ΓΚΑΣΤΑΛΔΗ & ΣΙΑ: [986, 1993, 1334, 2031]
- column-flammarion: [130, 138, 358, 2128]
- lottery-line3: ΕΤΟΥΣ 1907: [1036, 1307, 1288, 1337]
- table-cell: 50 δραχ.: [1111, 1486, 1155, 1497]
- table-cell: Δύο Κέρδη ανά: [872, 1460, 948, 1471]
- table-row: [1167, 1433, 1454, 1446]
- news-paragraph: Εν Ιταλία έχοντο το εξής αγιότητος εν τη διοικήσει της πόλεως Μιλάνου... Ο υπηρέτης ημπορεί να πηγαίνη, όταν εσχοληθή η ορισμένη ώρα.: [370, 273, 598, 328]
- shipping-desc-2: Τό αποκλειστικώς δι' επιβάτας τάχιστον υπερωκεάνειον ατμόπλοιον: [898, 1784, 1422, 1799]
- lottery-day: ΤΕΤΑΡΤΗ: [868, 1244, 918, 1255]
- section-heading: Το ζήτημα του Θιβέτ.: [660, 496, 796, 509]
- shipping-office: [862, 2032, 1458, 2050]
- ad-depot: ΚΕΝΤΡΙΚΗ ΑΠΟΘΗΚΗ: [539, 2117, 681, 2130]
- serial-author: ΚΑΜΙΛΛΟΥ ΦΛΑΜΜΑΡΙΩΝΟΣ: [130, 432, 358, 452]
- table-row: [870, 1407, 1157, 1420]
- article-paragraph: Εκεί δε υπάρχουν πρόσωπα (τα διαπιστωμένα) κρατούσι και κινήματα δέ μας και απέναντι μας και από εκείνων παρ' αυτών τα όλα.: [130, 803, 358, 858]
- classifieds-section: Ιατροί: [860, 226, 1092, 241]
- table-cell: 9 Κέρδη: [1169, 1447, 1210, 1458]
- news-heading-large: Ο ΑΓΓΛΟΣ ΝΑΥΑΡΧΟΣ ΔΡΟΥΡΥ: [370, 642, 598, 689]
- fever-remedy-ad: [378, 1948, 842, 2132]
- table-cell: 3 Μεγάλα Κέρδη: [1169, 1408, 1254, 1419]
- lottery-signer-name: Γ. Ν. ΚΟΦΙΝΑΣ: [1318, 1567, 1420, 1581]
- classified-ad: Ε. Κωνστ. Παθολόγος ιατρός Νέος. Όδος Τρικούπη 24. Δέχετ. 3—5 μ.μ.: [1104, 287, 1280, 328]
- classified-ad: Κακκινάκης Χειρουργός-Δερματολόγος. Όδος Ακαδημίας 44. Δέχεται 8—11 και 3—5.: [860, 927, 1092, 968]
